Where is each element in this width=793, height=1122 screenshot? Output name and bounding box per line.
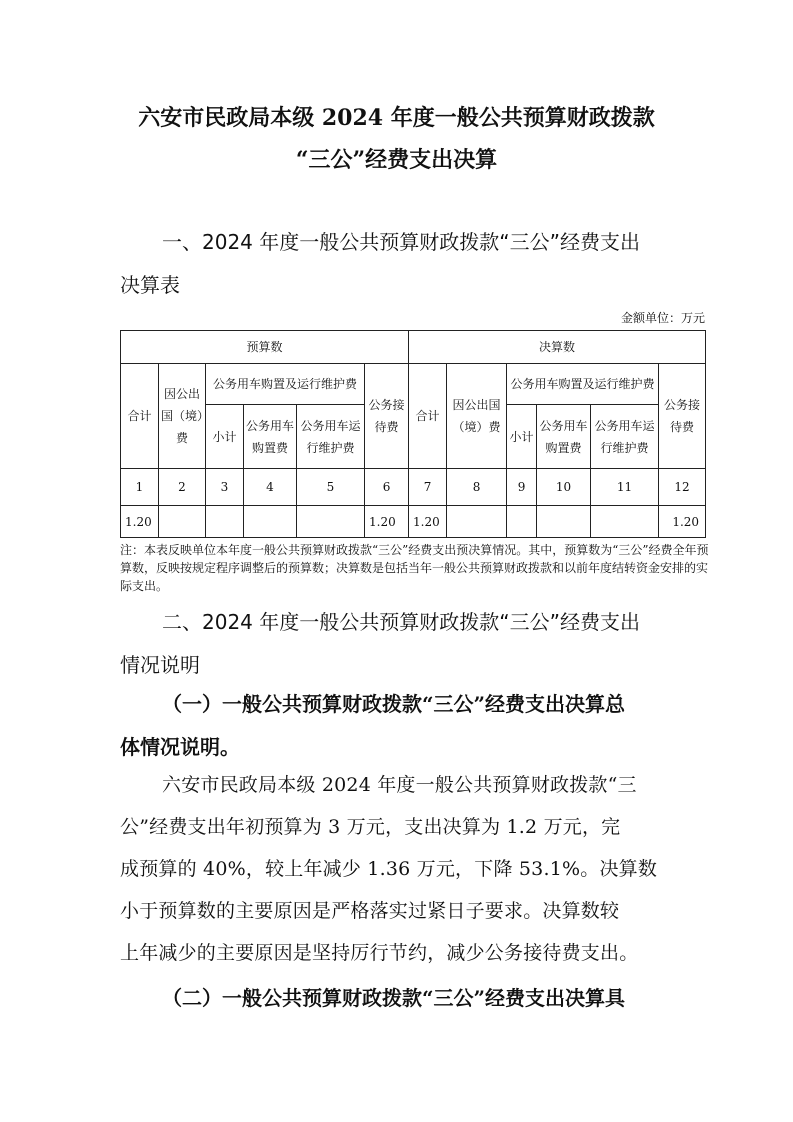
table-row-column-numbers — [121, 469, 706, 506]
budget-abroad-header: 因公出国（境）费 — [159, 364, 206, 469]
value-cell — [206, 506, 244, 538]
unit-label: 金额单位：万元 — [620, 311, 705, 325]
document-title-line-1: 六安市民政局本级 2024 年度一般公共预算财政拨款 — [138, 105, 655, 131]
final-reception-header: 公务接待费 — [659, 364, 706, 469]
final-vehicle-operation-header: 公务用车运行维护费 — [591, 405, 659, 469]
paragraph-line: 小于预算数的主要原因是严格落实过紧日子要求。决算数较 — [120, 900, 620, 922]
budget-vehicle-purchase-header: 公务用车购置费 — [244, 405, 297, 469]
col-number: 1 — [121, 469, 159, 506]
value-cell — [447, 506, 507, 538]
value-cell: 1.20 — [121, 506, 159, 538]
section-2-heading: 二、2024 年度一般公共预算财政拨款“三公”经费支出 — [162, 610, 640, 634]
budget-vehicle-header: 公务用车购置及运行维护费 — [206, 364, 365, 405]
section-1-heading: 一、2024 年度一般公共预算财政拨款“三公”经费支出 — [162, 230, 640, 254]
three-public-expenses-table — [120, 330, 706, 538]
paragraph-line: 上年减少的主要原因是坚持厉行节约，减少公务接待费支出。 — [120, 942, 639, 964]
subsection-2-heading: （二）一般公共预算财政拨款“三公”经费支出决算具 — [162, 986, 626, 1010]
col-number: 10 — [537, 469, 591, 506]
col-number: 9 — [507, 469, 537, 506]
value-cell: 1.20 — [659, 506, 706, 538]
budget-reception-header: 公务接待费 — [365, 364, 409, 469]
section-1-heading-cont: 决算表 — [120, 273, 180, 297]
value-cell — [159, 506, 206, 538]
col-number: 6 — [365, 469, 409, 506]
col-number: 7 — [409, 469, 447, 506]
paragraph-line: 成预算的 40%，较上年减少 1.36 万元，下降 53.1%。决算数 — [120, 858, 658, 880]
table-note: 注：本表反映单位本年度一般公共预算财政拨款“三公”经费支出预决算情况。其中，预算数为“三公”经费全年预算数，反映按规定程序调整后的预算数；决算数是包括当年一般公共预算财政拨款和以前年度结转资金安排的实际支出。 — [120, 543, 709, 593]
paragraph-line: 公”经费支出年初预算为 3 万元，支出决算为 1.2 万元，完 — [120, 816, 621, 838]
document-title-line-2: “三公”经费支出决算 — [295, 147, 498, 173]
final-subtotal-header: 小计 — [507, 405, 537, 469]
value-cell: 1.20 — [365, 506, 409, 538]
col-number: 12 — [659, 469, 706, 506]
final-vehicle-purchase-header: 公务用车购置费 — [537, 405, 591, 469]
subsection-1-heading-cont: 体情况说明。 — [120, 735, 240, 759]
col-number: 11 — [591, 469, 659, 506]
value-cell — [507, 506, 537, 538]
final-vehicle-header: 公务用车购置及运行维护费 — [507, 364, 659, 405]
col-number: 3 — [206, 469, 244, 506]
col-number: 2 — [159, 469, 206, 506]
value-cell — [537, 506, 591, 538]
budget-subtotal-header: 小计 — [206, 405, 244, 469]
table-row-values — [121, 506, 706, 538]
final-group-header: 决算数 — [409, 331, 706, 364]
budget-group-header: 预算数 — [121, 331, 409, 364]
paragraph-line: 六安市民政局本级 2024 年度一般公共预算财政拨款“三 — [162, 774, 637, 796]
value-cell: 1.20 — [409, 506, 447, 538]
col-number: 4 — [244, 469, 297, 506]
value-cell — [591, 506, 659, 538]
value-cell — [244, 506, 297, 538]
budget-vehicle-operation-header: 公务用车运行维护费 — [297, 405, 365, 469]
budget-total-header: 合计 — [121, 364, 159, 469]
section-2-heading-cont: 情况说明 — [120, 653, 200, 677]
col-number: 5 — [297, 469, 365, 506]
value-cell — [297, 506, 365, 538]
final-abroad-header: 因公出国（境）费 — [447, 364, 507, 469]
subsection-1-heading: （一）一般公共预算财政拨款“三公”经费支出决算总 — [162, 692, 626, 716]
col-number: 8 — [447, 469, 507, 506]
final-total-header: 合计 — [409, 364, 447, 469]
